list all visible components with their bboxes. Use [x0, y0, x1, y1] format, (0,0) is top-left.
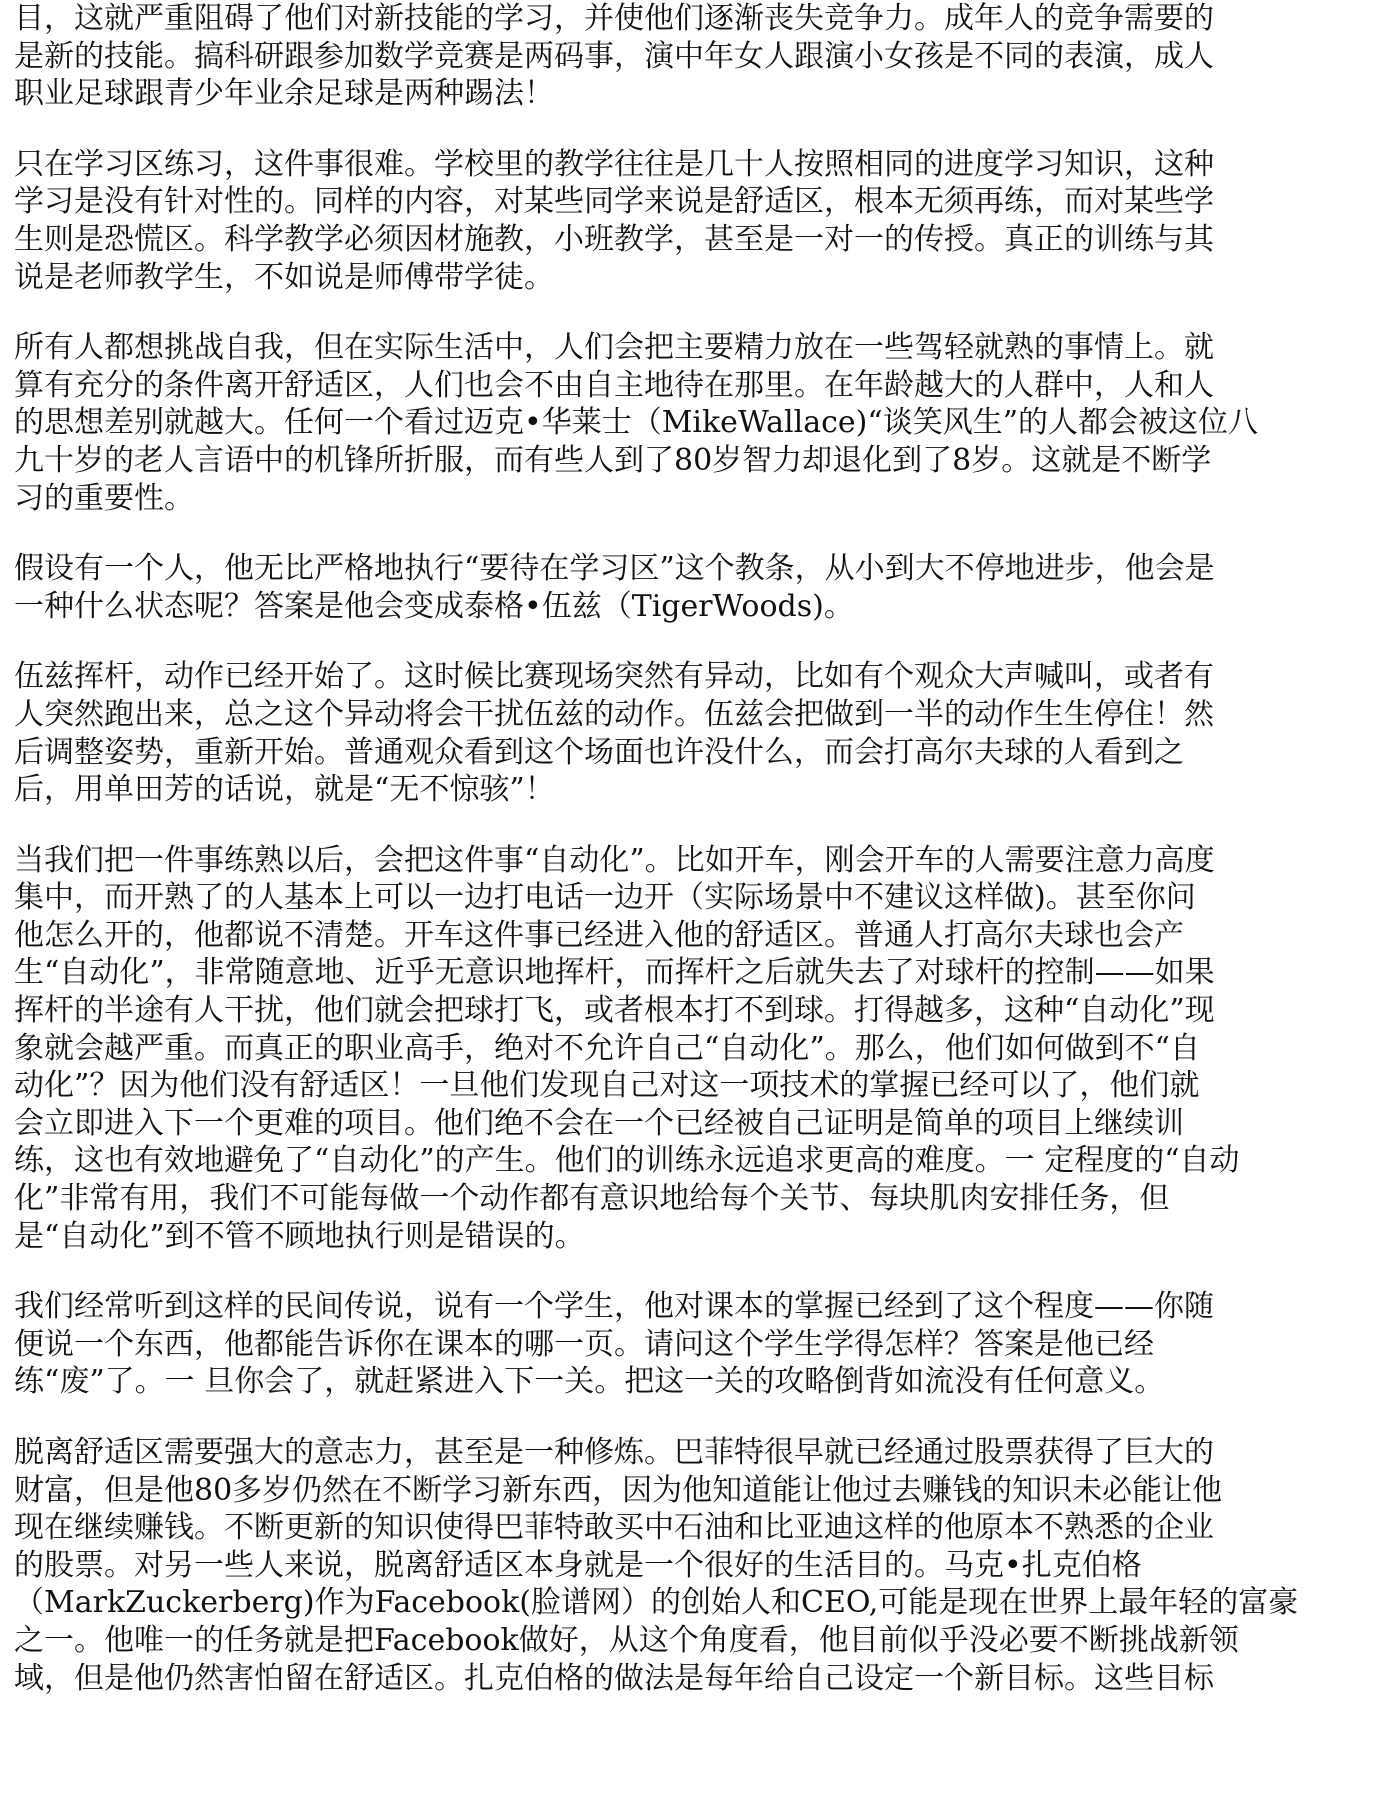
text-line: 会立即进入下一个更难的项目。他们绝不会在一个已经被自己证明是简单的项目上继续训 [14, 1105, 1184, 1141]
text-line: 集中，而开熟了的人基本上可以一边打电话一边开（实际场景中不建议这样做)。甚至你问 [14, 880, 1196, 916]
text-line: 挥杆的半途有人干扰，他们就会把球打飞，或者根本打不到球。打得越多，这种“自动化”现 [14, 993, 1215, 1029]
text-line: 习的重要性。 [14, 480, 194, 516]
text-line: 一种什么状态呢？答案是他会变成泰格•伍兹（TigerWoods)。 [14, 588, 854, 624]
text-line: 动化”？因为他们没有舒适区！一旦他们发现自己对这一项技术的掌握已经可以了，他们就 [14, 1068, 1200, 1104]
paragraph-3 [14, 329, 1376, 517]
text-line: 象就会越严重。而真正的职业高手，绝对不允许自己“自动化”。那么，他们如何做到不“自 [14, 1030, 1201, 1066]
text-line: 只在学习区练习，这件事很难。学校里的教学往往是几十人按照相同的进度学习知识，这种 [14, 146, 1214, 182]
text-line: 他怎么开的，他都说不清楚。开车这件事已经进入他的舒适区。普通人打高尔夫球也会产 [14, 917, 1184, 953]
text-line: 是“自动化”到不管不顾地执行则是错误的。 [14, 1218, 585, 1254]
text-line: 化”非常有用，我们不可能每做一个动作都有意识地给每个关节、每块肌肉安排任务，但 [14, 1181, 1170, 1217]
paragraph-7 [14, 1288, 1376, 1401]
text-line: 所有人都想挑战自我，但在实际生活中，人们会把主要精力放在一些驾轻就熟的事情上。就 [14, 330, 1214, 366]
paragraph-2 [14, 146, 1376, 296]
text-line: 之一。他唯一的任务就是把Facebook做好，从这个角度看，他目前似乎没必要不断挑战新领 [14, 1622, 1239, 1658]
text-line: 练“废”了。一 旦你会了，就赶紧进入下一关。把这一关的攻略倒背如流没有任何意义。 [14, 1364, 1165, 1400]
text-line: 伍兹挥杆，动作已经开始了。这时候比赛现场突然有异动，比如有个观众大声喊叫，或者有 [14, 659, 1214, 695]
text-line: 九十岁的老人言语中的机锋所折服，而有些人到了80岁智力却退化到了8岁。这就是不断学 [14, 442, 1212, 478]
document-page [14, 0, 1376, 1730]
text-line: 脱离舒适区需要强大的意志力，甚至是一种修炼。巴菲特很早就已经通过股票获得了巨大的 [14, 1435, 1214, 1470]
text-line: 职业足球跟青少年业余足球是两种踢法！ [14, 76, 554, 112]
text-line: 域，但是他仍然害怕留在舒适区。扎克伯格的做法是每年给自己设定一个新目标。这些目标 [14, 1660, 1214, 1696]
text-line: 算有充分的条件离开舒适区，人们也会不由自主地待在那里。在年龄越大的人群中，人和人 [14, 367, 1214, 403]
text-line: 生“自动化”，非常随意地、近乎无意识地挥杆，而挥杆之后就失去了对球杆的控制——如果 [14, 955, 1215, 991]
paragraph-6 [14, 842, 1376, 1256]
paragraph-4 [14, 550, 1376, 625]
text-line: 后，用单田芳的话说，就是“无不惊骇”！ [14, 772, 555, 808]
text-line: 的股票。对另一些人来说，脱离舒适区本身就是一个很好的生活目的。马克•扎克伯格 [14, 1547, 1142, 1583]
text-line: 便说一个东西，他都能告诉你在课本的哪一页。请问这个学生学得怎样？答案是他已经 [14, 1326, 1154, 1362]
text-line: 人突然跑出来，总之这个异动将会干扰伍兹的动作。伍兹会把做到一半的动作生生停住！然 [14, 696, 1214, 732]
text-line: 学习是没有针对性的。同样的内容，对某些同学来说是舒适区，根本无须再练，而对某些学 [14, 184, 1214, 220]
text-line: （MarkZuckerberg)作为Facebook(脸谱网）的创始人和CEO,可能是现在世界上最年轻的富豪 [14, 1585, 1299, 1621]
text-line: 目，这就严重阻碍了他们对新技能的学习，并使他们逐渐丧失竞争力。成年人的竞争需要的 [14, 1, 1214, 36]
text-line: 我们经常听到这样的民间传说，说有一个学生，他对课本的掌握已经到了这个程度——你随 [14, 1289, 1214, 1325]
text-line: 假设有一个人，他无比严格地执行“要待在学习区”这个教条，从小到大不停地进步，他会是 [14, 551, 1215, 587]
paragraph-5 [14, 658, 1376, 808]
text-line: 现在继续赚钱。不断更新的知识使得巴菲特敢买中石油和比亚迪这样的他原本不熟悉的企业 [14, 1510, 1214, 1546]
text-line: 财富，但是他80多岁仍然在不断学习新东西，因为他知道能让他过去赚钱的知识未必能让他 [14, 1472, 1223, 1508]
text-line: 是新的技能。搞科研跟参加数学竞赛是两码事，演中年女人跟演小女孩是不同的表演，成人 [14, 38, 1214, 74]
text-line: 说是老师教学生，不如说是师傅带学徒。 [14, 259, 554, 295]
paragraph-1 [14, 0, 1376, 113]
paragraph-8 [14, 1434, 1376, 1697]
text-line: 当我们把一件事练熟以后，会把这件事“自动化”。比如开车，刚会开车的人需要注意力高度 [14, 842, 1215, 878]
text-line: 的思想差别就越大。任何一个看过迈克•华莱士（MikeWallace)“谈笑风生”的人都会被这位八 [14, 405, 1259, 441]
text-line: 后调整姿势，重新开始。普通观众看到这个场面也许没什么，而会打高尔夫球的人看到之 [14, 734, 1184, 770]
text-line: 练，这也有效地避免了“自动化”的产生。他们的训练永远追求更高的难度。一 定程度的“自动 [14, 1143, 1240, 1179]
text-line: 生则是恐慌区。科学教学必须因材施教，小班教学，甚至是一对一的传授。真正的训练与其 [14, 221, 1214, 257]
